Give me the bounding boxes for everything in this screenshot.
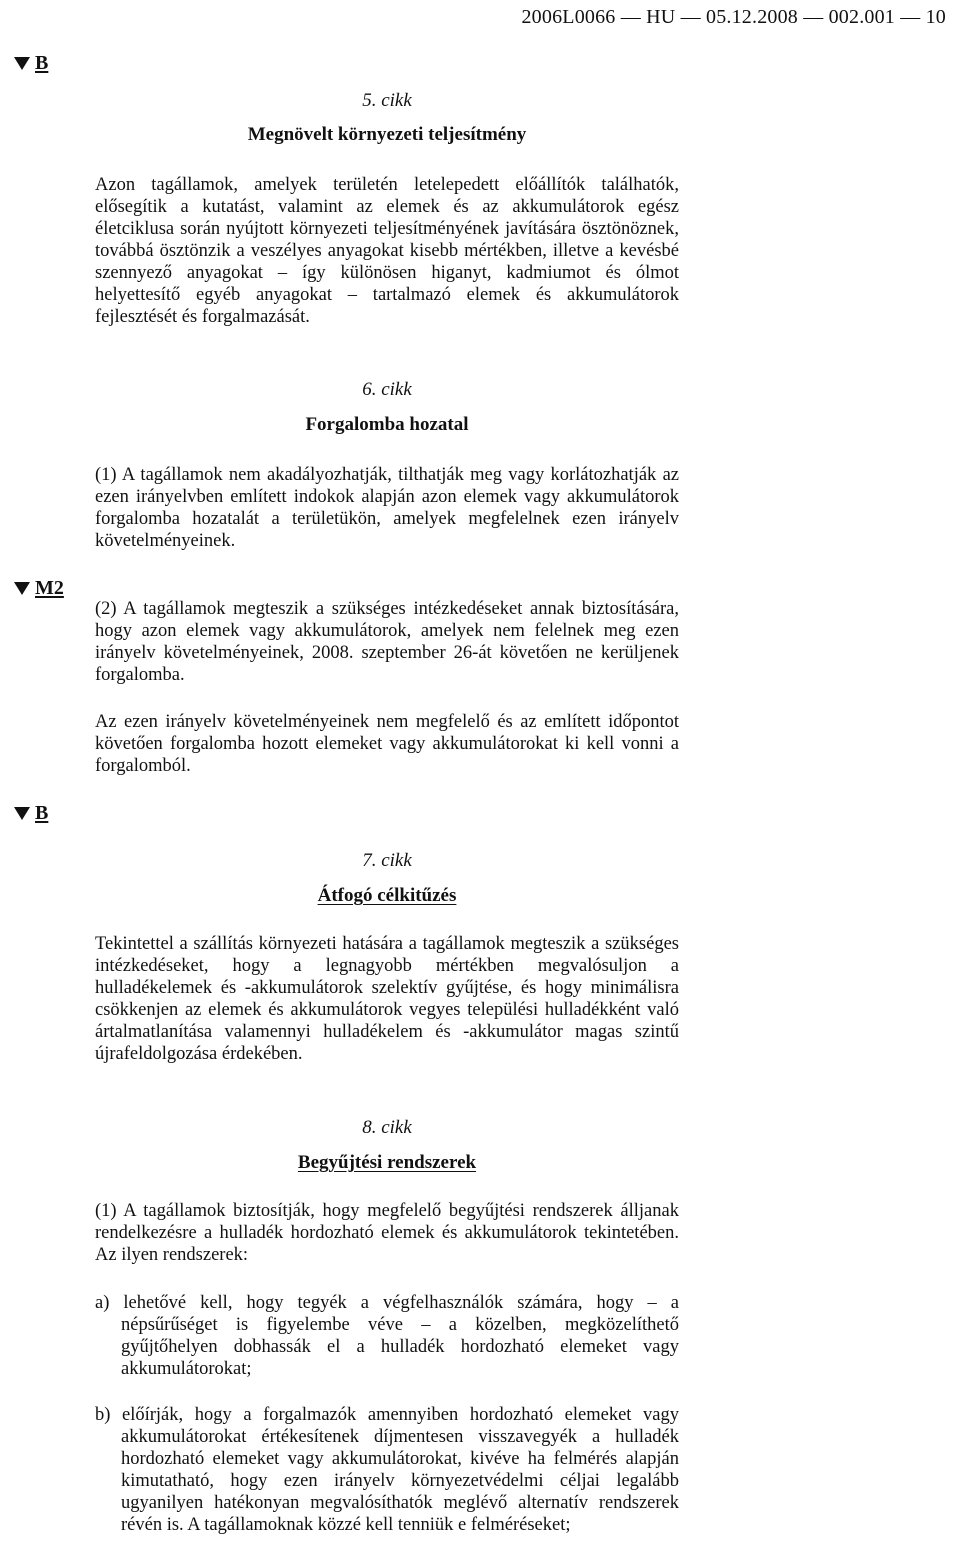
article-6-paragraph-3: Az ezen irányelv követelményeinek nem megfelelő és az említett időpontot követően forgalomba hozott elemeket vagy akkumulátorokat ki kell vonni a forgalomból.: [95, 712, 679, 776]
article-6-number: 6. cikk: [362, 379, 412, 400]
triangle-down-icon: [14, 807, 30, 820]
article-8-number: 8. cikk: [362, 1117, 412, 1138]
amendment-marker-m2: [14, 577, 64, 600]
marker-label: M2: [35, 577, 64, 599]
article-6-title: Forgalomba hozatal: [305, 414, 469, 435]
running-header: 2006L0066 — HU — 05.12.2008 — 002.001 — 10: [521, 6, 946, 28]
article-8-paragraph-1: (1) A tagállamok biztosítják, hogy megfelelő begyűjtési rendszerek álljanak rendelkezésre a hulladék hordozható elemek és akkumulátorok tekintetében. Az ilyen rendszerek:: [95, 1201, 679, 1265]
triangle-down-icon: [14, 57, 30, 70]
article-7-paragraph: Tekintettel a szállítás környezeti hatására a tagállamok megteszik a szükséges intézkedéseket, hogy a legnagyobb mértékben megvalósuljon a hulladékelemek és -akkumulátorok szelektív gyűjtése, és hogy minimálisra csökkenjen az elemek és akkumulátorok vegyes települési hulladékként való ártalmatlanítása valamennyi hulladékelem és -akkumulátor magas szintű újrafeldolgozása érdekében.: [95, 934, 679, 1064]
article-8-point-b: b) előírják, hogy a forgalmazók amennyiben hordozható elemeket vagy akkumulátorokat értékesítenek díjmentesen visszavegyék a hulladék hordozható elemeket vagy akkumulátorokat, kivéve ha felmérés alapján kimutatható, hogy ezen irányelv környezetvédelmi céljai legalább ugyanilyen hatékonyan megvalósíthatók meglévő alternatív rendszerek révén is. A tagállamoknak közzé kell tenniük e felméréseket;: [95, 1405, 679, 1535]
article-5-number: 5. cikk: [362, 90, 412, 111]
amendment-marker-b: [14, 802, 48, 825]
article-5-title: Megnövelt környezeti teljesítmény: [247, 124, 527, 145]
amendment-marker-b: [14, 52, 48, 75]
article-8-point-a: a) lehetővé kell, hogy tegyék a végfelhasználók számára, hogy – a népsűrűséget is figyelembe véve – a közelben, megközelíthető gyűjtőhelyen dobhassák el a hulladék hordozható elemeket vagy akkumulátorokat;: [95, 1293, 679, 1379]
article-6-paragraph-2: (2) A tagállamok megteszik a szükséges intézkedéseket annak biztosítására, hogy azon elemek vagy akkumulátorok, amelyek nem felelnek meg ezen irányelv követelményeinek, 2008. szeptember 26-át követően ne kerüljenek forgalomba.: [95, 599, 679, 685]
marker-label: B: [35, 52, 49, 74]
triangle-down-icon: [14, 582, 30, 595]
article-8-title: Begyűjtési rendszerek: [297, 1152, 477, 1173]
article-5-paragraph: Azon tagállamok, amelyek területén letelepedett előállítók találhatók, elősegítik a kutatást, valamint az elemek és az akkumulátorok egész életciklusa során nyújtott környezeti teljesítményének javítására ösztönöznek, továbbá ösztönzik a veszélyes anyagokat kisebb mértékben, illetve a kevésbé szennyező anyagokat – így különösen higanyt, kadmiumot és ólmot helyettesítő egyéb anyagokat – tartalmazó elemek és akkumulátorok fejlesztését és forgalmazását.: [95, 175, 679, 327]
article-7-title: Átfogó célkitűzés: [317, 885, 457, 906]
marker-label: B: [35, 802, 49, 824]
article-7-number: 7. cikk: [362, 850, 412, 871]
article-6-paragraph-1: (1) A tagállamok nem akadályozhatják, tilthatják meg vagy korlátozhatják az ezen irányelvben említett indokok alapján azon elemek vagy akkumulátorok forgalomba hozatalát a területükön, amelyek megfelelnek ezen irányelv követelményeinek.: [95, 465, 679, 551]
